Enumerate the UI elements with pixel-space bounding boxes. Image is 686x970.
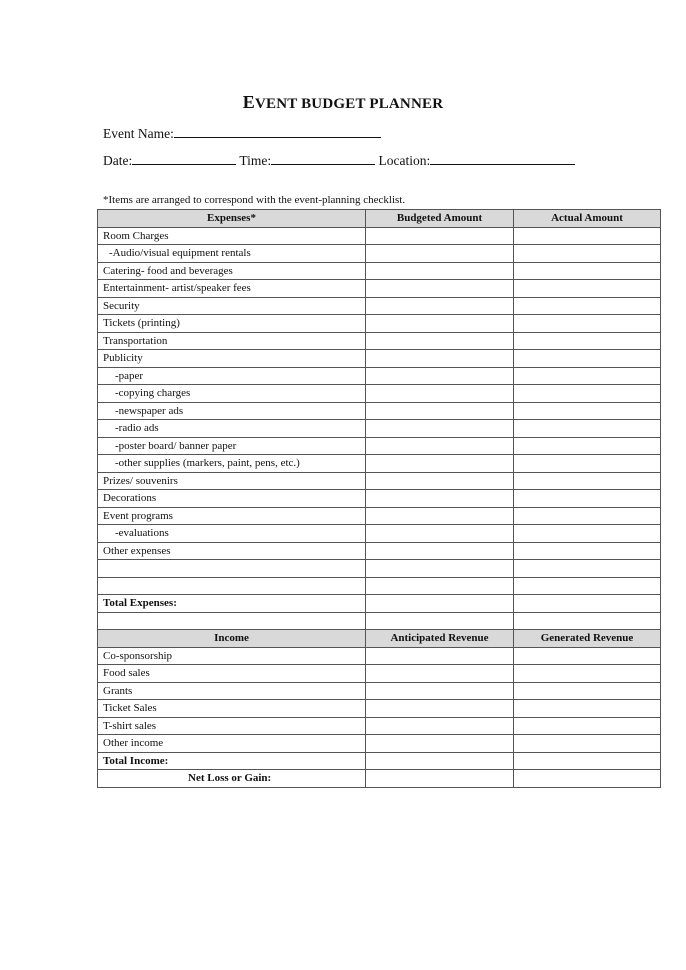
income-amount-cell[interactable] bbox=[366, 682, 514, 700]
income-rows bbox=[98, 647, 661, 752]
expense-label: -other supplies (markers, paint, pens, etc.) bbox=[98, 455, 366, 473]
expense-actual-cell[interactable] bbox=[514, 367, 661, 385]
budgeted-amount-header: Budgeted Amount bbox=[366, 210, 514, 228]
income-actual-cell[interactable] bbox=[514, 665, 661, 683]
expense-amount-cell[interactable] bbox=[366, 455, 514, 473]
expense-actual-cell[interactable] bbox=[514, 297, 661, 315]
expense-row bbox=[98, 280, 661, 298]
expense-row bbox=[98, 560, 661, 578]
income-row bbox=[98, 735, 661, 753]
income-label: Food sales bbox=[98, 665, 366, 683]
expense-actual-cell[interactable] bbox=[514, 472, 661, 490]
expense-amount-cell[interactable] bbox=[366, 315, 514, 333]
income-actual-cell[interactable] bbox=[514, 647, 661, 665]
total-income-label: Total Income: bbox=[98, 752, 366, 770]
expense-actual-cell[interactable] bbox=[514, 245, 661, 263]
expense-actual-cell[interactable] bbox=[514, 315, 661, 333]
expense-row bbox=[98, 542, 661, 560]
expenses-header: Expenses* bbox=[98, 210, 366, 228]
income-row bbox=[98, 700, 661, 718]
expense-amount-cell[interactable] bbox=[366, 227, 514, 245]
expense-amount-cell[interactable] bbox=[366, 542, 514, 560]
expense-amount-cell[interactable] bbox=[366, 490, 514, 508]
expense-row bbox=[98, 315, 661, 333]
expense-actual-cell[interactable] bbox=[514, 560, 661, 578]
net-generated-cell[interactable] bbox=[514, 770, 661, 788]
spacer-cell bbox=[514, 612, 661, 630]
expense-label: -radio ads bbox=[98, 420, 366, 438]
expense-amount-cell[interactable] bbox=[366, 262, 514, 280]
expense-actual-cell[interactable] bbox=[514, 385, 661, 403]
expense-actual-cell[interactable] bbox=[514, 402, 661, 420]
income-actual-cell[interactable] bbox=[514, 682, 661, 700]
expense-row bbox=[98, 262, 661, 280]
net-loss-gain-label: Net Loss or Gain: bbox=[98, 770, 366, 788]
income-label: Co-sponsorship bbox=[98, 647, 366, 665]
income-actual-cell[interactable] bbox=[514, 700, 661, 718]
income-row bbox=[98, 682, 661, 700]
expense-amount-cell[interactable] bbox=[366, 437, 514, 455]
expense-actual-cell[interactable] bbox=[514, 262, 661, 280]
date-label: Date: bbox=[103, 153, 133, 168]
income-actual-cell[interactable] bbox=[514, 717, 661, 735]
expense-row bbox=[98, 525, 661, 543]
date-field[interactable] bbox=[132, 152, 236, 165]
income-label: Other income bbox=[98, 735, 366, 753]
event-name-label: Event Name: bbox=[103, 126, 174, 141]
expense-actual-cell[interactable] bbox=[514, 280, 661, 298]
total-anticipated-cell[interactable] bbox=[366, 752, 514, 770]
expense-amount-cell[interactable] bbox=[366, 350, 514, 368]
expense-row bbox=[98, 437, 661, 455]
income-label: Ticket Sales bbox=[98, 700, 366, 718]
expense-actual-cell[interactable] bbox=[514, 437, 661, 455]
checklist-note: *Items are arranged to correspond with the event-planning checklist. bbox=[103, 194, 406, 206]
expense-label: -Audio/visual equipment rentals bbox=[98, 245, 366, 263]
expense-row bbox=[98, 577, 661, 595]
net-loss-gain-row bbox=[98, 770, 661, 788]
expense-row bbox=[98, 350, 661, 368]
expense-label bbox=[98, 577, 366, 595]
income-amount-cell[interactable] bbox=[366, 647, 514, 665]
expense-row bbox=[98, 490, 661, 508]
expense-label bbox=[98, 560, 366, 578]
expense-label: Room Charges bbox=[98, 227, 366, 245]
time-field[interactable] bbox=[271, 152, 375, 165]
expense-row bbox=[98, 420, 661, 438]
expense-label: Tickets (printing) bbox=[98, 315, 366, 333]
location-label: Location: bbox=[378, 153, 431, 168]
income-header: Income bbox=[98, 630, 366, 648]
net-anticipated-cell[interactable] bbox=[366, 770, 514, 788]
expense-row bbox=[98, 385, 661, 403]
expense-label: -evaluations bbox=[98, 525, 366, 543]
expense-row bbox=[98, 507, 661, 525]
expense-amount-cell[interactable] bbox=[366, 402, 514, 420]
expense-amount-cell[interactable] bbox=[366, 507, 514, 525]
date-time-location-row bbox=[103, 152, 575, 169]
expense-actual-cell[interactable] bbox=[514, 420, 661, 438]
spacer-row bbox=[98, 612, 661, 630]
income-row bbox=[98, 717, 661, 735]
location-field[interactable] bbox=[430, 152, 575, 165]
expenses-header-row bbox=[98, 210, 661, 228]
total-generated-cell[interactable] bbox=[514, 752, 661, 770]
income-row bbox=[98, 647, 661, 665]
expense-amount-cell[interactable] bbox=[366, 385, 514, 403]
generated-revenue-header: Generated Revenue bbox=[514, 630, 661, 648]
expense-label: -paper bbox=[98, 367, 366, 385]
expense-label: Transportation bbox=[98, 332, 366, 350]
expense-row bbox=[98, 367, 661, 385]
expense-row bbox=[98, 245, 661, 263]
expense-actual-cell[interactable] bbox=[514, 490, 661, 508]
expense-row bbox=[98, 297, 661, 315]
expense-rows bbox=[98, 227, 661, 595]
page-title bbox=[0, 92, 686, 113]
income-amount-cell[interactable] bbox=[366, 735, 514, 753]
expense-actual-cell[interactable] bbox=[514, 525, 661, 543]
spacer-cell bbox=[366, 612, 514, 630]
expense-actual-cell[interactable] bbox=[514, 577, 661, 595]
income-actual-cell[interactable] bbox=[514, 735, 661, 753]
total-income-row bbox=[98, 752, 661, 770]
total-actual-cell[interactable] bbox=[514, 595, 661, 613]
income-label: Grants bbox=[98, 682, 366, 700]
expense-row bbox=[98, 402, 661, 420]
anticipated-revenue-header: Anticipated Revenue bbox=[366, 630, 514, 648]
expense-amount-cell[interactable] bbox=[366, 280, 514, 298]
expense-actual-cell[interactable] bbox=[514, 455, 661, 473]
expense-label: -newspaper ads bbox=[98, 402, 366, 420]
expense-actual-cell[interactable] bbox=[514, 350, 661, 368]
time-label: Time: bbox=[239, 153, 272, 168]
expense-amount-cell[interactable] bbox=[366, 367, 514, 385]
income-amount-cell[interactable] bbox=[366, 665, 514, 683]
expense-amount-cell[interactable] bbox=[366, 332, 514, 350]
expense-label: Other expenses bbox=[98, 542, 366, 560]
expense-label: Entertainment- artist/speaker fees bbox=[98, 280, 366, 298]
title-first-letter: E bbox=[242, 92, 255, 112]
expense-row bbox=[98, 227, 661, 245]
total-budgeted-cell[interactable] bbox=[366, 595, 514, 613]
income-amount-cell[interactable] bbox=[366, 700, 514, 718]
expense-amount-cell[interactable] bbox=[366, 525, 514, 543]
event-name-field[interactable] bbox=[174, 125, 381, 138]
expense-label: Security bbox=[98, 297, 366, 315]
expense-amount-cell[interactable] bbox=[366, 245, 514, 263]
expense-label: -poster board/ banner paper bbox=[98, 437, 366, 455]
total-expenses-row bbox=[98, 595, 661, 613]
expense-row bbox=[98, 455, 661, 473]
expense-amount-cell[interactable] bbox=[366, 560, 514, 578]
expense-amount-cell[interactable] bbox=[366, 577, 514, 595]
actual-amount-header: Actual Amount bbox=[514, 210, 661, 228]
income-row bbox=[98, 665, 661, 683]
expense-label: -copying charges bbox=[98, 385, 366, 403]
expense-amount-cell[interactable] bbox=[366, 297, 514, 315]
spacer-cell bbox=[98, 612, 366, 630]
expense-label: Decorations bbox=[98, 490, 366, 508]
expense-label: Catering- food and beverages bbox=[98, 262, 366, 280]
expense-label: Publicity bbox=[98, 350, 366, 368]
title-rest: VENT BUDGET PLANNER bbox=[254, 96, 444, 112]
expense-amount-cell[interactable] bbox=[366, 472, 514, 490]
event-name-row bbox=[103, 125, 381, 142]
budget-table bbox=[97, 209, 661, 788]
total-expenses-label: Total Expenses: bbox=[98, 595, 366, 613]
expense-label: Event programs bbox=[98, 507, 366, 525]
income-label: T-shirt sales bbox=[98, 717, 366, 735]
income-amount-cell[interactable] bbox=[366, 717, 514, 735]
expense-row bbox=[98, 332, 661, 350]
expense-actual-cell[interactable] bbox=[514, 542, 661, 560]
income-header-row bbox=[98, 630, 661, 648]
expense-actual-cell[interactable] bbox=[514, 507, 661, 525]
expense-amount-cell[interactable] bbox=[366, 420, 514, 438]
expense-label: Prizes/ souvenirs bbox=[98, 472, 366, 490]
expense-actual-cell[interactable] bbox=[514, 227, 661, 245]
expense-actual-cell[interactable] bbox=[514, 332, 661, 350]
expense-row bbox=[98, 472, 661, 490]
